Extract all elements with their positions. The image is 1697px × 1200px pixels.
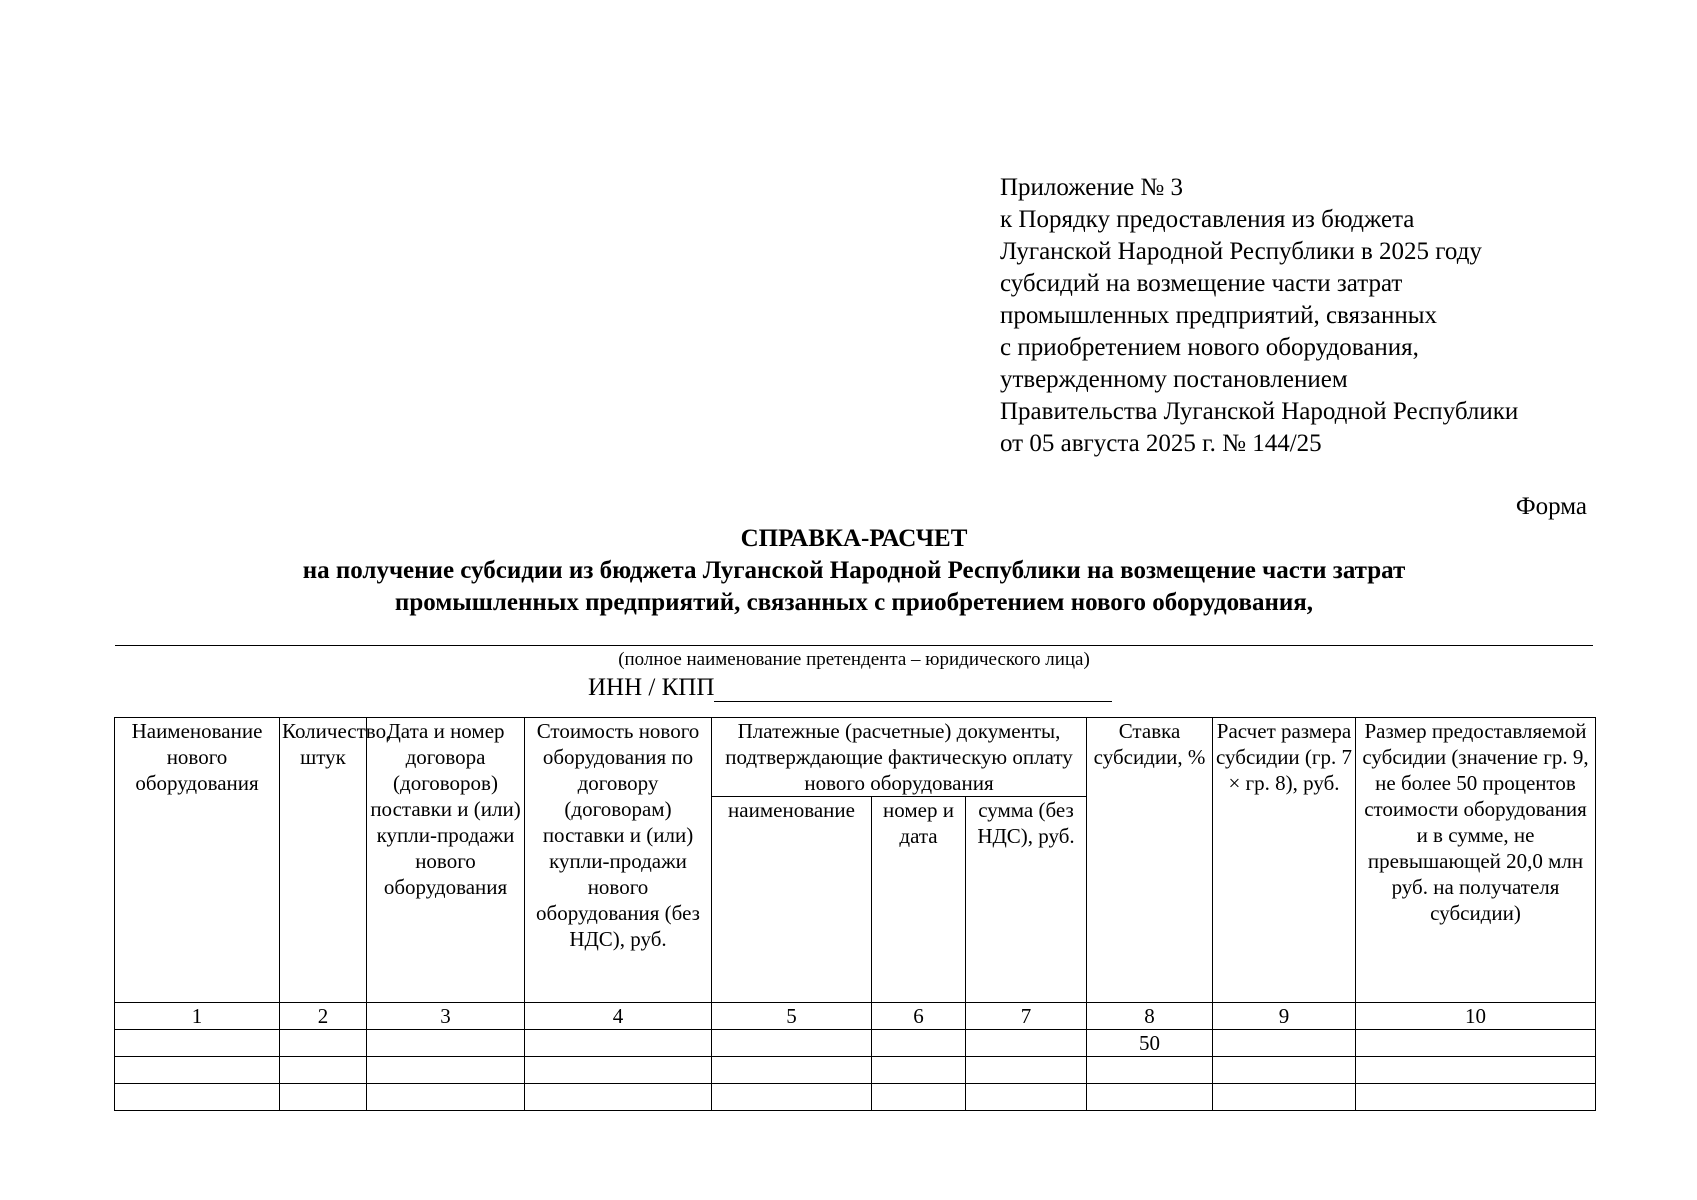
table-cell[interactable] xyxy=(1356,1030,1596,1057)
table-cell[interactable] xyxy=(1356,1084,1596,1111)
table-cell[interactable] xyxy=(966,1057,1087,1084)
applicant-name-field-line[interactable] xyxy=(115,645,1593,646)
column-number: 1 xyxy=(115,1003,280,1030)
column-number: 2 xyxy=(280,1003,367,1030)
appendix-line: Правительства Луганской Народной Республики xyxy=(1000,398,1519,425)
table-cell[interactable] xyxy=(115,1057,280,1084)
appendix-line: к Порядку предоставления из бюджета xyxy=(1000,206,1415,233)
table-cell[interactable] xyxy=(966,1084,1087,1111)
table-header-row xyxy=(115,718,1596,797)
column-number: 10 xyxy=(1356,1003,1596,1030)
appendix-note xyxy=(1000,172,1518,460)
table-cell[interactable] xyxy=(1087,1057,1213,1084)
table-cell[interactable] xyxy=(525,1030,712,1057)
table-row xyxy=(115,1030,1596,1057)
table-cell[interactable] xyxy=(712,1057,872,1084)
table-cell[interactable] xyxy=(115,1084,280,1111)
subsidy-calculation-table xyxy=(114,717,1596,1111)
table-cell[interactable] xyxy=(280,1084,367,1111)
table-cell[interactable] xyxy=(367,1030,525,1057)
title-line-2: промышленных предприятий, связанных с приобретением нового оборудования, xyxy=(394,589,1314,616)
header-doc-sum: сумма (без НДС), руб. xyxy=(966,797,1087,1003)
table-cell[interactable] xyxy=(1213,1030,1356,1057)
table-cell[interactable] xyxy=(367,1084,525,1111)
column-number: 6 xyxy=(872,1003,966,1030)
table-cell[interactable] xyxy=(872,1057,966,1084)
table-cell[interactable] xyxy=(872,1030,966,1057)
appendix-line: утвержденному постановлением xyxy=(1000,366,1348,393)
appendix-line: Луганской Народной Республики в 2025 году xyxy=(1000,238,1482,265)
table-cell[interactable] xyxy=(712,1030,872,1057)
table-cell[interactable] xyxy=(1356,1057,1596,1084)
column-number: 3 xyxy=(367,1003,525,1030)
column-number: 7 xyxy=(966,1003,1087,1030)
appendix-line: промышленных предприятий, связанных xyxy=(1000,302,1438,329)
appendix-line: Приложение № 3 xyxy=(1000,174,1184,201)
column-number: 4 xyxy=(525,1003,712,1030)
document-title xyxy=(115,523,1593,619)
table-cell[interactable] xyxy=(115,1030,280,1057)
applicant-name-caption: (полное наименование претендента – юридического лица) xyxy=(618,649,1090,670)
header-subsidy-rate: Ставка субсидии, % xyxy=(1087,718,1213,1003)
table-cell[interactable] xyxy=(966,1030,1087,1057)
appendix-line: субсидий на возмещение части затрат xyxy=(1000,270,1403,297)
title-heading: СПРАВКА-РАСЧЕТ xyxy=(740,525,968,552)
header-equipment-cost: Стоимость нового оборудования по договору (договорам) поставки и (или) купли-продажи нового оборудования (без НДС), руб. xyxy=(525,718,712,1003)
table-cell[interactable] xyxy=(525,1084,712,1111)
header-doc-name: наименование xyxy=(712,797,872,1003)
column-number: 9 xyxy=(1213,1003,1356,1030)
header-subsidy-calculation: Расчет размера субсидии (гр. 7 × гр. 8), руб. xyxy=(1213,718,1356,1003)
table-cell[interactable] xyxy=(280,1030,367,1057)
column-number-row xyxy=(115,1003,1596,1030)
header-equipment-name: Наименование нового оборудования xyxy=(115,718,280,1003)
column-number: 8 xyxy=(1087,1003,1213,1030)
inn-kpp-row xyxy=(588,674,1112,702)
header-payment-documents: Платежные (расчетные) документы, подтверждающие фактическую оплату нового оборудования xyxy=(712,718,1087,797)
table-cell[interactable] xyxy=(367,1057,525,1084)
header-contract-date-number: Дата и номер договора (договоров) поставки и (или) купли-продажи нового оборудования xyxy=(367,718,525,1003)
header-doc-number-date: номер и дата xyxy=(872,797,966,1003)
inn-kpp-field[interactable] xyxy=(714,677,1112,702)
table-row xyxy=(115,1084,1596,1111)
table-cell[interactable] xyxy=(280,1057,367,1084)
table-cell-subsidy-rate[interactable]: 50 xyxy=(1087,1030,1213,1057)
appendix-line: от 05 августа 2025 г. № 144/25 xyxy=(1000,430,1322,457)
table-cell[interactable] xyxy=(1213,1084,1356,1111)
title-line-1: на получение субсидии из бюджета Луганской Народной Республики на возмещение части затрат xyxy=(302,557,1406,584)
table-row xyxy=(115,1057,1596,1084)
appendix-line: с приобретением нового оборудования, xyxy=(1000,334,1419,361)
column-number: 5 xyxy=(712,1003,872,1030)
table-cell[interactable] xyxy=(712,1084,872,1111)
table-cell[interactable] xyxy=(872,1084,966,1111)
table-cell[interactable] xyxy=(525,1057,712,1084)
table-cell[interactable] xyxy=(1213,1057,1356,1084)
table-cell[interactable] xyxy=(1087,1084,1213,1111)
header-subsidy-amount: Размер предоставляемой субсидии (значение гр. 9, не более 50 процентов стоимости оборудования и в сумме, не превышающей 20,0 млн руб. на получателя субсидии) xyxy=(1356,718,1596,1003)
inn-kpp-label: ИНН / КПП xyxy=(588,674,715,701)
header-quantity: Количество, штук xyxy=(280,718,367,1003)
form-label: Форма xyxy=(1515,493,1587,520)
